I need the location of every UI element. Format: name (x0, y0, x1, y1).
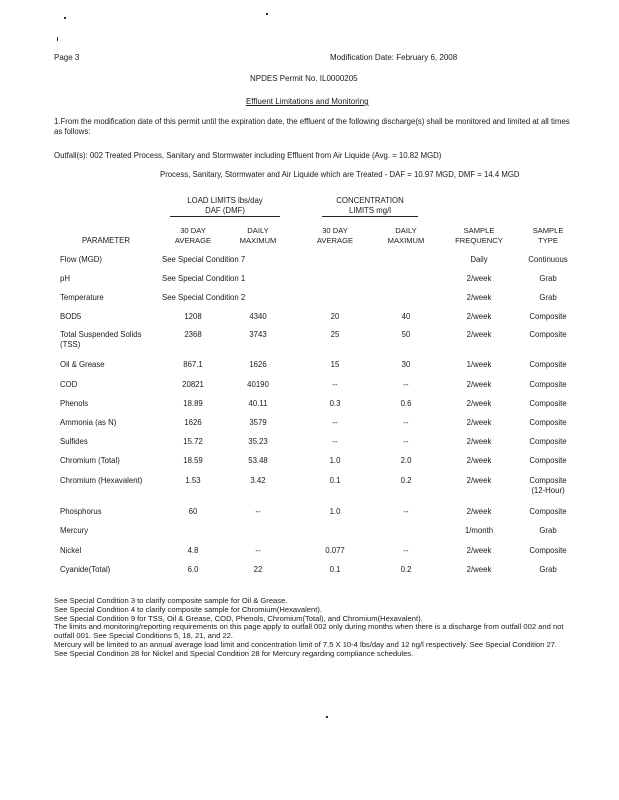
row-conc-avg: 25 (330, 330, 340, 339)
row-type: Composite (529, 380, 567, 389)
row-conc-avg: 15 (330, 360, 340, 369)
row-frequency: 2/week (466, 380, 492, 389)
row-frequency: 2/week (466, 507, 492, 516)
row-load-avg: See Special Condition 7 (162, 255, 246, 264)
row-conc-avg: 1.0 (329, 507, 341, 516)
concentration-sub: LIMITS mg/l (322, 206, 418, 217)
row-conc-avg: -- (332, 380, 338, 389)
modification-date: Modification Date: February 6, 2008 (330, 53, 458, 62)
row-parameter: Chromium (Total) (60, 456, 120, 465)
row-conc-avg: 20 (330, 312, 340, 321)
scan-speck (266, 13, 268, 15)
note-1: See Special Condition 3 to clarify composite sample for Oil & Grease. (54, 596, 288, 605)
scan-speck (64, 17, 66, 19)
row-conc-max: 30 (401, 360, 411, 369)
row-frequency: 2/week (466, 399, 492, 408)
row-type: Composite (529, 456, 567, 465)
row-frequency: 2/week (466, 312, 492, 321)
row-parameter: pH (60, 274, 70, 283)
row-conc-max: -- (403, 418, 409, 427)
row-conc-avg: 0.1 (329, 565, 341, 574)
row-type: Grab (539, 293, 557, 302)
row-frequency: 2/week (466, 546, 492, 555)
row-conc-avg: -- (332, 418, 338, 427)
row-load-max: 53.48 (248, 456, 268, 465)
page-number: Page 3 (54, 53, 80, 62)
row-conc-max: 0.6 (400, 399, 412, 408)
row-type: Grab (539, 565, 557, 574)
row-load-max: 22 (253, 565, 263, 574)
row-conc-max: 0.2 (400, 476, 412, 485)
row-frequency: Daily (470, 255, 488, 264)
row-conc-avg: 0.3 (329, 399, 341, 408)
row-parameter: Phenols (60, 399, 89, 408)
row-load-max: 3.42 (250, 476, 266, 485)
row-load-max: 40.11 (248, 399, 268, 408)
row-type: Composite (529, 330, 567, 339)
row-frequency: 2/week (466, 418, 492, 427)
row-load-max: 1626 (249, 360, 267, 369)
row-frequency: 1/month (464, 526, 494, 535)
row-frequency: 2/week (466, 476, 492, 485)
load-limits-sub: DAF (DMF) (170, 206, 280, 217)
row-parameter: Flow (MGD) (60, 255, 103, 264)
row-conc-max: 50 (401, 330, 411, 339)
col-header-conc-avg: 30 DAY AVERAGE (316, 226, 354, 245)
row-load-max: -- (255, 546, 261, 555)
row-load-avg: See Special Condition 2 (162, 293, 246, 302)
row-parameter: Sulfides (60, 437, 88, 446)
col-header-conc-max: DAILY MAXIMUM (387, 226, 425, 245)
row-frequency: 2/week (466, 330, 492, 339)
row-type: Composite (529, 360, 567, 369)
row-conc-avg: 0.1 (329, 476, 341, 485)
row-load-max: -- (255, 507, 261, 516)
row-load-max: 3579 (249, 418, 267, 427)
section-title: Effluent Limitations and Monitoring (246, 97, 369, 106)
row-load-avg: 15.72 (183, 437, 203, 446)
row-parameter: Ammonia (as N) (60, 418, 117, 427)
row-conc-avg: 1.0 (329, 456, 341, 465)
row-load-avg: 1208 (184, 312, 202, 321)
row-conc-max: -- (403, 380, 409, 389)
note-2: See Special Condition 4 to clarify composite sample for Chromium(Hexavalent). (54, 604, 323, 614)
note-3: See Special Condition 9 for TSS, Oil & Grease, COD, Phenols, Chromium(Total), and Chromium(Hexavalent). (54, 613, 423, 623)
row-frequency: 2/week (466, 565, 492, 574)
outfall-line: Outfall(s): 002 Treated Process, Sanitary and Stormwater including Effluent from Air Liquide (Avg. = 10.82 MGD) (54, 151, 442, 160)
row-load-avg: 6.0 (187, 565, 199, 574)
row-parameter: Temperature (60, 293, 104, 302)
row-frequency: 2/week (466, 293, 492, 302)
row-type: Composite (529, 399, 567, 408)
concentration-header (322, 196, 418, 217)
row-type: Continuous (528, 255, 568, 264)
row-load-avg: 18.59 (183, 456, 203, 465)
row-parameter: Phosphorus (60, 507, 102, 516)
note-4: The limits and monitoring/reporting requirements on this page apply to outfall 002 only during months when there is a discharge from outfall 002 and not outfall 001. See Special Conditions 5, 18, 21, and 22. (54, 622, 564, 641)
row-frequency: 2/week (466, 456, 492, 465)
notes-block (54, 597, 574, 659)
row-parameter: Oil & Grease (60, 360, 105, 369)
note-5: Mercury will be limited to an annual average load limit and concentration limit of 7.5 X 10-4 lbs/day and 12 ng/l respectively. See Special Condition 27. (54, 639, 558, 649)
row-conc-max: 2.0 (400, 456, 412, 465)
row-load-max: 4340 (249, 312, 267, 321)
row-parameter: Cyanide(Total) (60, 565, 111, 574)
load-limits-header (170, 196, 280, 217)
scan-speck (57, 37, 58, 41)
row-type: Composite (529, 546, 567, 555)
row-type: Grab (539, 526, 557, 535)
note-6: See Special Condition 28 for Nickel and Special Condition 28 for Mercury regarding compliance schedules. (54, 648, 414, 658)
row-frequency: 2/week (466, 437, 492, 446)
col-header-frequency: SAMPLE FREQUENCY (455, 226, 503, 245)
row-type: Composite (529, 437, 567, 446)
row-frequency: 1/week (466, 360, 492, 369)
col-header-load-max: DAILY MAXIMUM (239, 226, 277, 245)
row-type: Composite (529, 418, 567, 427)
load-limits-title: LOAD LIMITS lbs/day (187, 196, 263, 205)
row-conc-avg: -- (332, 437, 338, 446)
row-parameter: Nickel (60, 546, 82, 555)
row-load-avg: 1626 (184, 418, 202, 427)
permit-number: NPDES Permit No. IL0000205 (250, 74, 358, 83)
row-load-avg: 1.53 (185, 476, 201, 485)
row-load-avg: 18.89 (183, 399, 203, 408)
row-load-max: 35.23 (248, 437, 268, 446)
row-frequency: 2/week (466, 274, 492, 283)
outfall-line-2: Process, Sanitary, Stormwater and Air Liquide which are Treated - DAF = 10.97 MGD, DMF = 14.4 MGD (160, 170, 520, 179)
row-load-avg: 60 (188, 507, 198, 516)
col-header-load-avg: 30 DAY AVERAGE (174, 226, 212, 245)
row-type: Composite (529, 312, 567, 321)
row-parameter: BOD5 (60, 312, 82, 321)
col-header-parameter: PARAMETER (82, 236, 130, 245)
row-conc-max: -- (403, 546, 409, 555)
row-conc-max: -- (403, 507, 409, 516)
row-parameter: Mercury (60, 526, 89, 535)
row-conc-max: -- (403, 437, 409, 446)
row-conc-max: 0.2 (400, 565, 412, 574)
row-load-avg: 20821 (182, 380, 204, 389)
row-load-avg: 4.8 (187, 546, 199, 555)
intro-paragraph: 1.From the modification date of this permit until the expiration date, the effluent of the following discharge(s) shall be monitored and limited at all times as follows: (54, 117, 570, 136)
row-load-max: 3743 (249, 330, 267, 339)
row-parameter: Chromium (Hexavalent) (60, 476, 143, 485)
row-parameter: Total Suspended Solids (TSS) (60, 330, 142, 349)
row-conc-max: 40 (401, 312, 411, 321)
row-load-avg: 867.1 (183, 360, 203, 369)
concentration-title: CONCENTRATION (336, 196, 404, 205)
row-type: Grab (539, 274, 557, 283)
row-type: Composite (12-Hour) (529, 476, 567, 495)
row-parameter: COD (60, 380, 78, 389)
scan-speck (326, 716, 328, 718)
row-type: Composite (529, 507, 567, 516)
row-load-max: 40190 (247, 380, 269, 389)
col-header-type: SAMPLE TYPE (532, 226, 564, 245)
row-conc-avg: 0.077 (325, 546, 345, 555)
row-load-avg: See Special Condition 1 (162, 274, 246, 283)
row-load-avg: 2368 (184, 330, 202, 339)
